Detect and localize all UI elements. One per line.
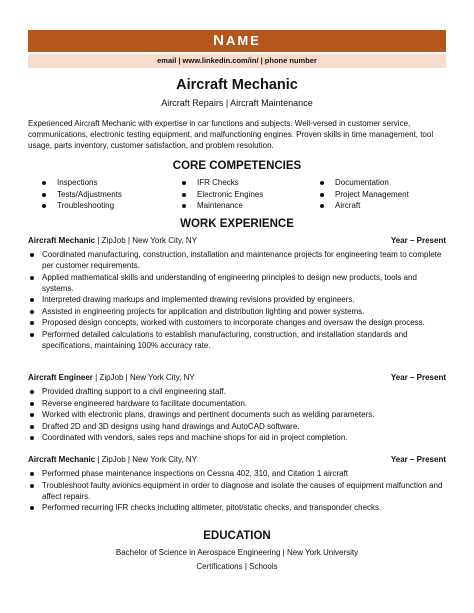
competency-item: Tests/Adjustments xyxy=(40,189,122,201)
competency-item: Electronic Engines xyxy=(180,189,263,201)
resume-title: Aircraft Mechanic xyxy=(176,77,298,93)
competency-item: Aircraft xyxy=(318,200,409,212)
job-bullet: Coordinated with vendors, sales reps and machine shops for aid in project completion. xyxy=(28,432,446,443)
job-title: Aircraft Engineer xyxy=(28,373,93,382)
job-company: | ZipJob | New York City, NY xyxy=(92,373,195,382)
job-bullet: Troubleshoot faulty avionics equipment in order to diagnose and isolate the causes of equipment malfunction and affect repairs. xyxy=(28,480,446,502)
job-bullet: Drafted 2D and 3D designs using hand drawings and AutoCAD software. xyxy=(28,421,446,432)
competency-item: IFR Checks xyxy=(180,177,263,189)
contact-bar xyxy=(28,54,446,68)
job-entry-1 xyxy=(28,235,446,351)
competency-item: Maintenance xyxy=(180,200,263,212)
job-title: Aircraft Mechanic xyxy=(28,455,96,464)
competencies-column-1 xyxy=(40,177,122,212)
contact-info: email | www.linkedin.com/in/ | phone number xyxy=(157,56,317,65)
job-bullet: Applied mathematical skills and understanding of engineering principles to design new products, tools and systems. xyxy=(28,272,446,294)
job-bullet: Coordinated manufacturing, construction, installation and maintenance projects for engineering team to complete per customer requirements. xyxy=(28,249,446,271)
summary-paragraph: Experienced Aircraft Mechanic with expertise in car functions and subjects. Well-versed in customer service, communications, electronic testing equipment, and malfunctioning engines. Proven skills in time management, tool usage, parts inventory, customer satisfaction, and problem resolution. xyxy=(28,119,434,150)
competency-item: Inspections xyxy=(40,177,122,189)
job-company: | ZipJob | New York City, NY xyxy=(95,455,197,464)
job-bullet: Assisted in engineering projects for application and distribution lighting and power systems. xyxy=(28,306,446,317)
competencies-column-3 xyxy=(318,177,409,212)
education-heading: EDUCATION xyxy=(203,530,271,542)
resume-subtitle: Aircraft Repairs | Aircraft Maintenance xyxy=(161,98,313,108)
job-company: | ZipJob | New York City, NY xyxy=(95,236,197,245)
name-rest: AME xyxy=(225,33,261,48)
job-bullet: Performed detailed calculations to establish manufacturing, construction, and installation standards and specifications, maintaining 100% accuracy rate. xyxy=(28,329,446,351)
competency-item: Troubleshooting xyxy=(40,200,122,212)
competency-item: Project Management xyxy=(318,189,409,201)
job-bullet: Reverse engineered hardware to facilitate documentation. xyxy=(28,398,446,409)
competency-item: Documentation xyxy=(318,177,409,189)
name-initial: N xyxy=(213,32,226,49)
job-dates: Year – Present xyxy=(390,455,446,464)
job-bullet: Proposed design concepts, worked with customers to incorporate changes and oversaw the design process. xyxy=(28,317,446,328)
experience-heading: WORK EXPERIENCE xyxy=(180,218,294,230)
job-bullet: Provided drafting support to a civil engineering staff. xyxy=(28,386,446,397)
job-dates: Year – Present xyxy=(390,373,446,382)
job-entry-2 xyxy=(28,372,446,444)
job-title: Aircraft Mechanic xyxy=(28,236,96,245)
job-bullet: Performed recurring IFR checks including altimeter, pitot/static checks, and transponder checks. xyxy=(28,502,446,513)
education-extras: Certifications | Schools xyxy=(196,562,278,571)
job-bullet: Performed phase maintenance inspections on Cessna 402, 310, and Citation 1 aircraft xyxy=(28,468,446,479)
job-entry-3 xyxy=(28,454,446,514)
name-banner xyxy=(28,30,446,52)
competencies-heading: CORE COMPETENCIES xyxy=(172,160,302,172)
job-dates: Year – Present xyxy=(390,236,446,245)
job-bullet: Interpreted drawing markups and implemented drawing revisions provided by engineers. xyxy=(28,294,446,305)
education-degree: Bachelor of Science in Aerospace Engineering | New York University xyxy=(115,548,359,557)
job-bullet: Worked with electronic plans, drawings and pertinent documents such as welding parameters. xyxy=(28,409,446,420)
competencies-column-2 xyxy=(180,177,263,212)
